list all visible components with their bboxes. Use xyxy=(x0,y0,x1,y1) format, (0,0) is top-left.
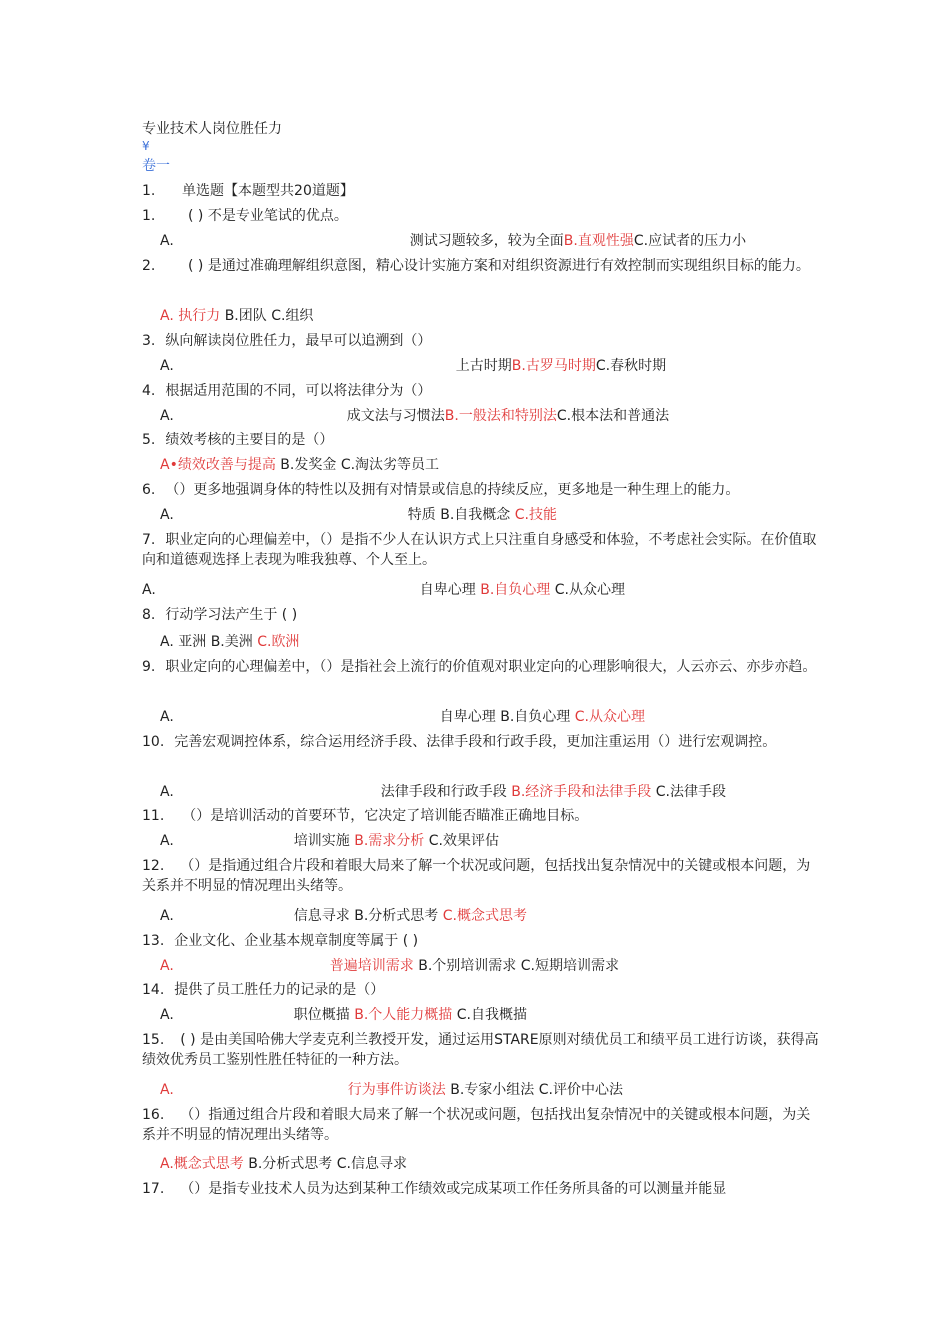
volume-heading: 卷一 xyxy=(142,158,170,174)
options-2: A. 执行力 B.团队 C.组织 xyxy=(160,308,314,324)
options-8: A. 亚洲 B.美洲 C.欧洲 xyxy=(160,634,300,650)
question-16: 16. （）指通过组合片段和着眼大局来了解一个状况或问题，包括找出复杂情况中的关键或根本问题，为关系并不明显的情况理出头绪等。 xyxy=(142,1107,811,1143)
options-10: A. 法律手段和行政手段 B.经济手段和法律手段 C.法律手段 xyxy=(160,784,726,800)
options-7: A. 自卑心理 B.自负心理 C.从众心理 xyxy=(142,582,625,598)
options-4: A. 成文法与习惯法B.一般法和特别法C.根本法和普通法 xyxy=(160,408,670,424)
options-11: A. 培训实施 B.需求分析 C.效果评估 xyxy=(160,833,499,849)
section-heading: 1. 单选题【本题型共20道题】 xyxy=(142,183,354,199)
question-8: 8. 行动学习法产生于 ( ) xyxy=(142,607,298,623)
options-12: A. 信息寻求 B.分析式思考 C.概念式思考 xyxy=(160,908,527,924)
options-1: A. 测试习题较多，较为全面B.直观性强C.应试者的压力小 xyxy=(160,233,747,249)
question-10: 10. 完善宏观调控体系，综合运用经济手段、法律手段和行政手段，更加注重运用（）进行宏观调控。 xyxy=(142,734,777,750)
options-13: A. 普遍培训需求 B.个别培训需求 C.短期培训需求 xyxy=(160,958,619,974)
options-3: A. 上古时期B.古罗马时期C.春秋时期 xyxy=(160,358,667,374)
revision-mark: ¥ xyxy=(142,139,150,153)
question-15: 15. ( ) 是由美国哈佛大学麦克利兰教授开发，通过运用STARE原则对绩优员工和绩平员工进行访谈，获得高绩效优秀员工鉴别性胜任特征的一种方法。 xyxy=(142,1032,819,1068)
question-17: 17. （）是指专业技术人员为达到某种工作绩效或完成某项工作任务所具备的可以测量并能显 xyxy=(142,1181,727,1197)
question-2: 2. ( ) 是通过准确理解组织意图，精心设计实施方案和对组织资源进行有效控制而实现组织目标的能力。 xyxy=(142,258,810,274)
question-13: 13. 企业文化、企业基本规章制度等属于 ( ) xyxy=(142,933,419,949)
question-4: 4. 根据适用范围的不同，可以将法律分为（） xyxy=(142,383,432,399)
options-5: A•绩效改善与提高 B.发奖金 C.淘汰劣等员工 xyxy=(160,457,440,473)
question-6: 6. （）更多地强调身体的特性以及拥有对情景或信息的持续反应，更多地是一种生理上的能力。 xyxy=(142,482,740,498)
question-9: 9. 职业定向的心理偏差中，（）是指社会上流行的价值观对职业定向的心理影响很大，人云亦云、亦步亦趋。 xyxy=(142,659,817,675)
options-6: A. 特质 B.自我概念 C.技能 xyxy=(160,507,557,523)
question-11: 11. （）是培训活动的首要环节，它决定了培训能否瞄准正确地目标。 xyxy=(142,808,589,824)
question-14: 14. 提供了员工胜任力的记录的是（） xyxy=(142,982,385,998)
question-7: 7. 职业定向的心理偏差中，（）是指不少人在认识方式上只注重自身感受和体验，不考虑社会实际。在价值取向和道德观选择上表现为唯我独尊、个人至上。 xyxy=(142,532,817,568)
question-12: 12. （）是指通过组合片段和着眼大局来了解一个状况或问题，包括找出复杂情况中的关键或根本问题，为关系并不明显的情况理出头绪等。 xyxy=(142,858,811,894)
question-1: 1. ( ) 不是专业笔试的优点。 xyxy=(142,208,348,224)
document-title: 专业技术人岗位胜任力 xyxy=(142,121,282,137)
question-5: 5. 绩效考核的主要目的是（） xyxy=(142,432,334,448)
question-3: 3. 纵向解读岗位胜任力，最早可以追溯到（） xyxy=(142,333,432,349)
options-14: A. 职位概描 B.个人能力概描 C.自我概描 xyxy=(160,1007,527,1023)
options-9: A. 自卑心理 B.自负心理 C.从众心理 xyxy=(160,709,645,725)
options-15: A. 行为事件访谈法 B.专家小组法 C.评价中心法 xyxy=(160,1082,623,1098)
options-16: A.概念式思考 B.分析式思考 C.信息寻求 xyxy=(160,1156,407,1172)
